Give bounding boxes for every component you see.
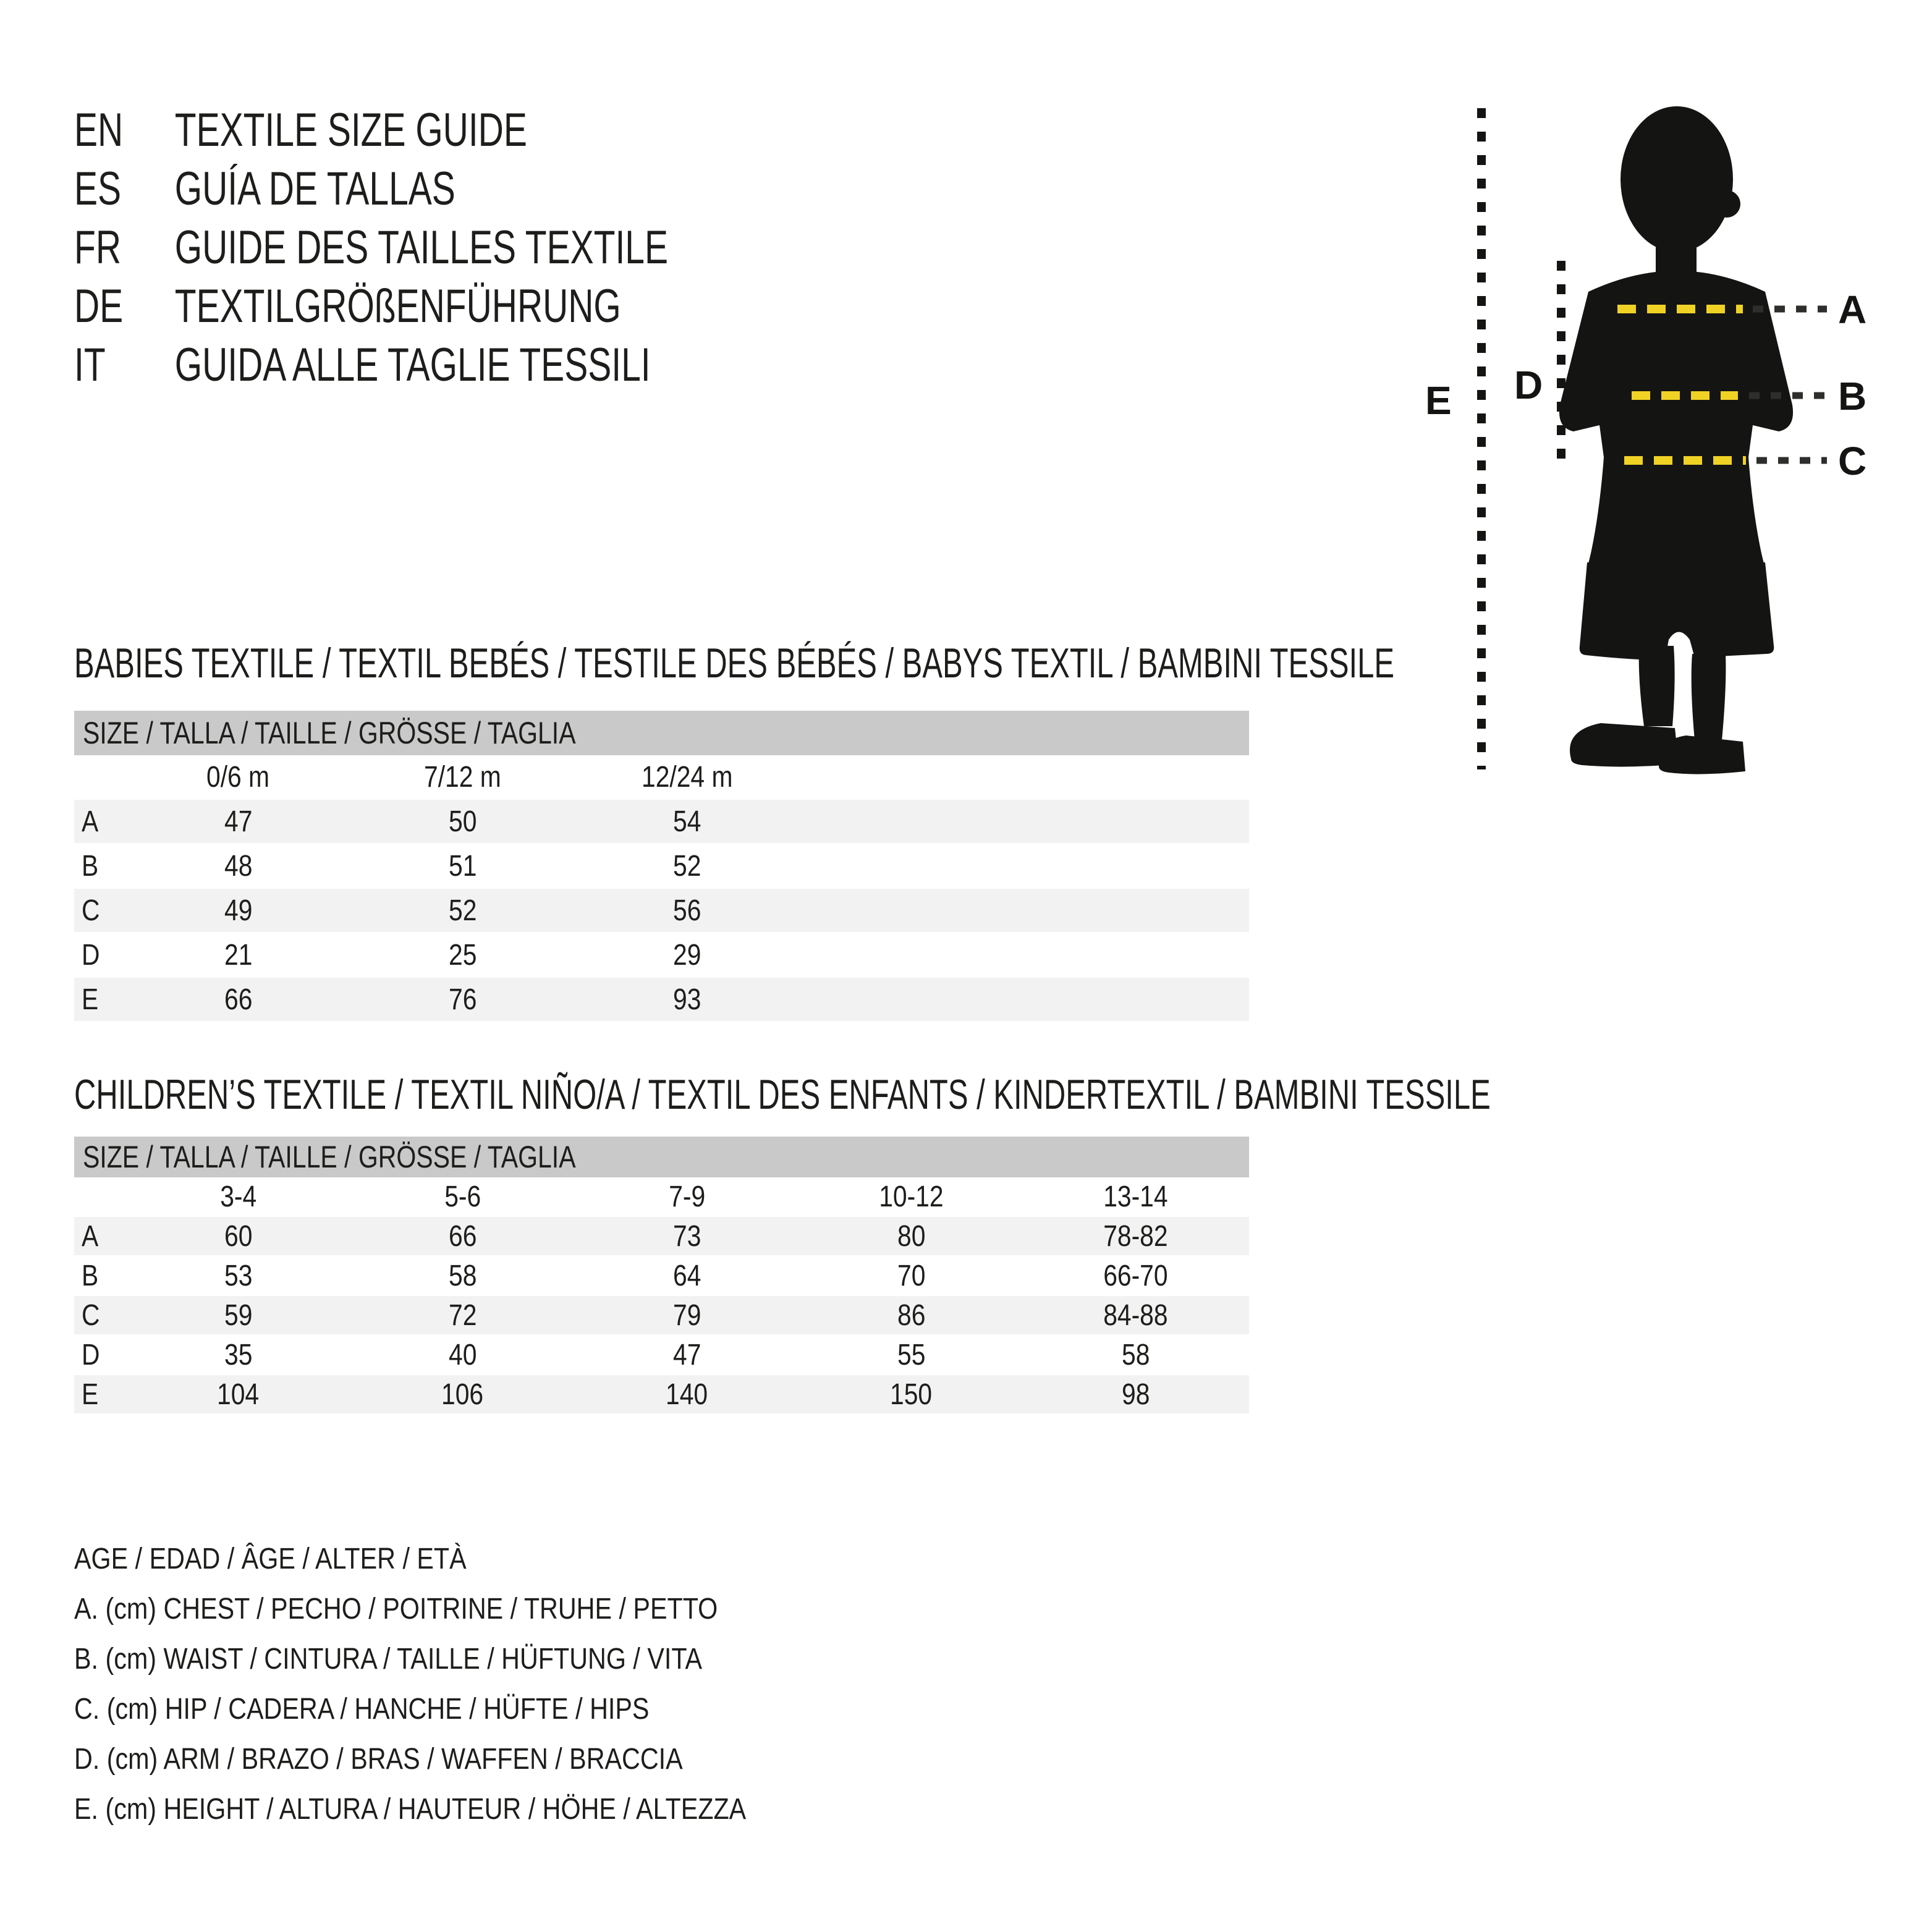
cell-value: 55 (897, 1339, 926, 1371)
cell-value: 58 (1121, 1339, 1150, 1371)
silhouette-torso (1559, 271, 1793, 564)
table-row (74, 1217, 1249, 1256)
cell-value: 79 (672, 1299, 701, 1332)
cell-value: 106 (441, 1378, 484, 1411)
cell-value: 58 (448, 1260, 477, 1292)
table-row (74, 1336, 1249, 1375)
children-column-header-row (74, 1177, 1249, 1217)
cell-value: 54 (672, 805, 701, 838)
children-col-5-6: 5-6 (444, 1180, 481, 1213)
children-size-header-bar (74, 1137, 1249, 1177)
measurement-figure (1409, 87, 1932, 803)
cell-value: 29 (672, 939, 701, 972)
lang-row-fr (74, 221, 668, 280)
legend-waist-line: B. (cm) WAIST / CINTURA / TAILLE / HÜFTUNG / VITA (74, 1643, 703, 1676)
cell-value: 47 (672, 1339, 701, 1371)
cell-value: 53 (224, 1260, 253, 1292)
row-label: E (82, 1378, 99, 1411)
children-col-13-14: 13-14 (1103, 1180, 1168, 1213)
legend-chest-line: A. (cm) CHEST / PECHO / POITRINE / TRUHE / PETTO (74, 1593, 718, 1625)
marker-c-label: C (1838, 439, 1867, 483)
cell-value: 70 (897, 1260, 926, 1292)
lang-title-fr: GUIDE DES TAILLES TEXTILE (174, 221, 669, 274)
child-silhouette-diagram (1409, 87, 1932, 803)
babies-section-title: BABIES TEXTILE / TEXTIL BEBÉS / TESTILE DES BÉBÉS / BABYS TEXTIL / BAMBINI TESSILE (74, 640, 1395, 687)
cell-value: 21 (224, 939, 253, 972)
legend-hip-line: C. (cm) HIP / CADERA / HANCHE / HÜFTE / HIPS (74, 1693, 650, 1726)
children-rows (74, 1217, 1249, 1415)
row-label: D (82, 1339, 100, 1371)
children-col-7-9: 7-9 (669, 1180, 705, 1213)
babies-column-header-row (74, 755, 1249, 800)
cell-value: 80 (897, 1220, 926, 1253)
row-label: B (82, 850, 99, 883)
babies-size-header-bar (74, 711, 1249, 755)
child-silhouette (1559, 106, 1793, 774)
babies-size-header-text: SIZE / TALLA / TAILLE / GRÖSSE / TAGLIA (83, 716, 576, 750)
cell-value: 60 (224, 1220, 253, 1253)
cell-value: 140 (666, 1378, 708, 1411)
lang-row-de (74, 280, 668, 339)
table-row (74, 1375, 1249, 1415)
cell-value: 66-70 (1103, 1260, 1168, 1292)
lang-row-es (74, 163, 668, 221)
row-label: E (82, 983, 99, 1016)
cell-value: 48 (224, 850, 253, 883)
cell-value: 72 (448, 1299, 477, 1332)
cell-value: 50 (448, 805, 477, 838)
cell-value: 64 (672, 1260, 701, 1292)
cell-value: 150 (890, 1378, 933, 1411)
table-row (74, 889, 1249, 933)
children-corner-cell (74, 1177, 126, 1217)
lang-title-en: TEXTILE SIZE GUIDE (174, 104, 527, 156)
children-size-header-text: SIZE / TALLA / TAILLE / GRÖSSE / TAGLIA (83, 1140, 576, 1174)
table-row (74, 1256, 1249, 1296)
silhouette-shorts (1580, 562, 1774, 660)
legend-arm-line: D. (cm) ARM / BRAZO / BRAS / WAFFEN / BRACCIA (74, 1743, 683, 1776)
cell-value: 66 (224, 983, 253, 1016)
row-label: C (82, 1299, 100, 1332)
row-label: C (82, 894, 100, 927)
cell-value: 56 (672, 894, 701, 927)
measurement-legend (74, 1534, 855, 1834)
cell-value: 93 (672, 983, 701, 1016)
babies-rows (74, 800, 1249, 1022)
cell-value: 84-88 (1103, 1299, 1168, 1332)
children-col-10-12: 10-12 (879, 1180, 944, 1213)
lang-code-fr: FR (74, 221, 121, 274)
silhouette-right-leg (1692, 654, 1726, 740)
cell-value: 52 (448, 894, 477, 927)
cell-value: 40 (448, 1339, 477, 1371)
cell-value: 66 (448, 1220, 477, 1253)
children-size-table (74, 1137, 1249, 1415)
silhouette-ear (1713, 190, 1740, 218)
cell-value: 78-82 (1103, 1220, 1168, 1253)
row-label: B (82, 1260, 99, 1292)
row-label: A (82, 1220, 99, 1253)
cell-value: 76 (448, 983, 477, 1016)
cell-value: 49 (224, 894, 253, 927)
babies-col-7-12m: 7/12 m (424, 761, 501, 794)
cell-value: 25 (448, 939, 477, 972)
cell-value: 73 (672, 1220, 701, 1253)
babies-corner-cell (74, 755, 126, 800)
silhouette-back-shoe (1658, 735, 1745, 774)
legend-height-line: E. (cm) HEIGHT / ALTURA / HAUTEUR / HÖHE / ALTEZZA (74, 1793, 747, 1826)
marker-b-label: B (1838, 374, 1867, 418)
cell-value: 47 (224, 805, 253, 838)
lang-title-it: GUIDA ALLE TAGLIE TESSILI (174, 339, 651, 391)
table-row (74, 800, 1249, 844)
cell-value: 59 (224, 1299, 253, 1332)
cell-value: 52 (672, 850, 701, 883)
babies-col-12-24m: 12/24 m (641, 761, 733, 794)
lang-row-it (74, 339, 668, 397)
row-label: A (82, 805, 99, 838)
children-section-title: CHILDREN’S TEXTILE / TEXTIL NIÑO/A / TEXTIL DES ENFANTS / KINDERTEXTIL / BAMBINI TESSILE (74, 1071, 1491, 1118)
lang-title-de: TEXTILGRÖßENFÜHRUNG (174, 280, 621, 333)
marker-a-label: A (1838, 287, 1867, 332)
children-col-3-4: 3-4 (220, 1180, 256, 1213)
lang-title-es: GUÍA DE TALLAS (174, 163, 455, 215)
cell-value: 51 (448, 850, 477, 883)
babies-size-table (74, 711, 1249, 1022)
lang-code-en: EN (74, 104, 124, 156)
table-row (74, 1296, 1249, 1336)
marker-d-label: D (1514, 363, 1543, 407)
lang-code-it: IT (74, 339, 106, 391)
cell-value: 35 (224, 1339, 253, 1371)
cell-value: 98 (1121, 1378, 1150, 1411)
babies-col-0-6m: 0/6 m (206, 761, 270, 794)
row-label: D (82, 939, 100, 972)
cell-value: 86 (897, 1299, 926, 1332)
legend-age-line: AGE / EDAD / ÂGE / ALTER / ETÀ (74, 1543, 467, 1575)
marker-e-label: E (1425, 378, 1452, 423)
table-row (74, 933, 1249, 978)
cell-value: 104 (217, 1378, 260, 1411)
language-title-block (74, 104, 866, 397)
lang-code-es: ES (74, 163, 122, 215)
lang-code-de: DE (74, 280, 124, 333)
silhouette-left-leg (1639, 646, 1675, 726)
lang-row-en (74, 104, 668, 163)
table-row (74, 844, 1249, 889)
table-row (74, 978, 1249, 1022)
